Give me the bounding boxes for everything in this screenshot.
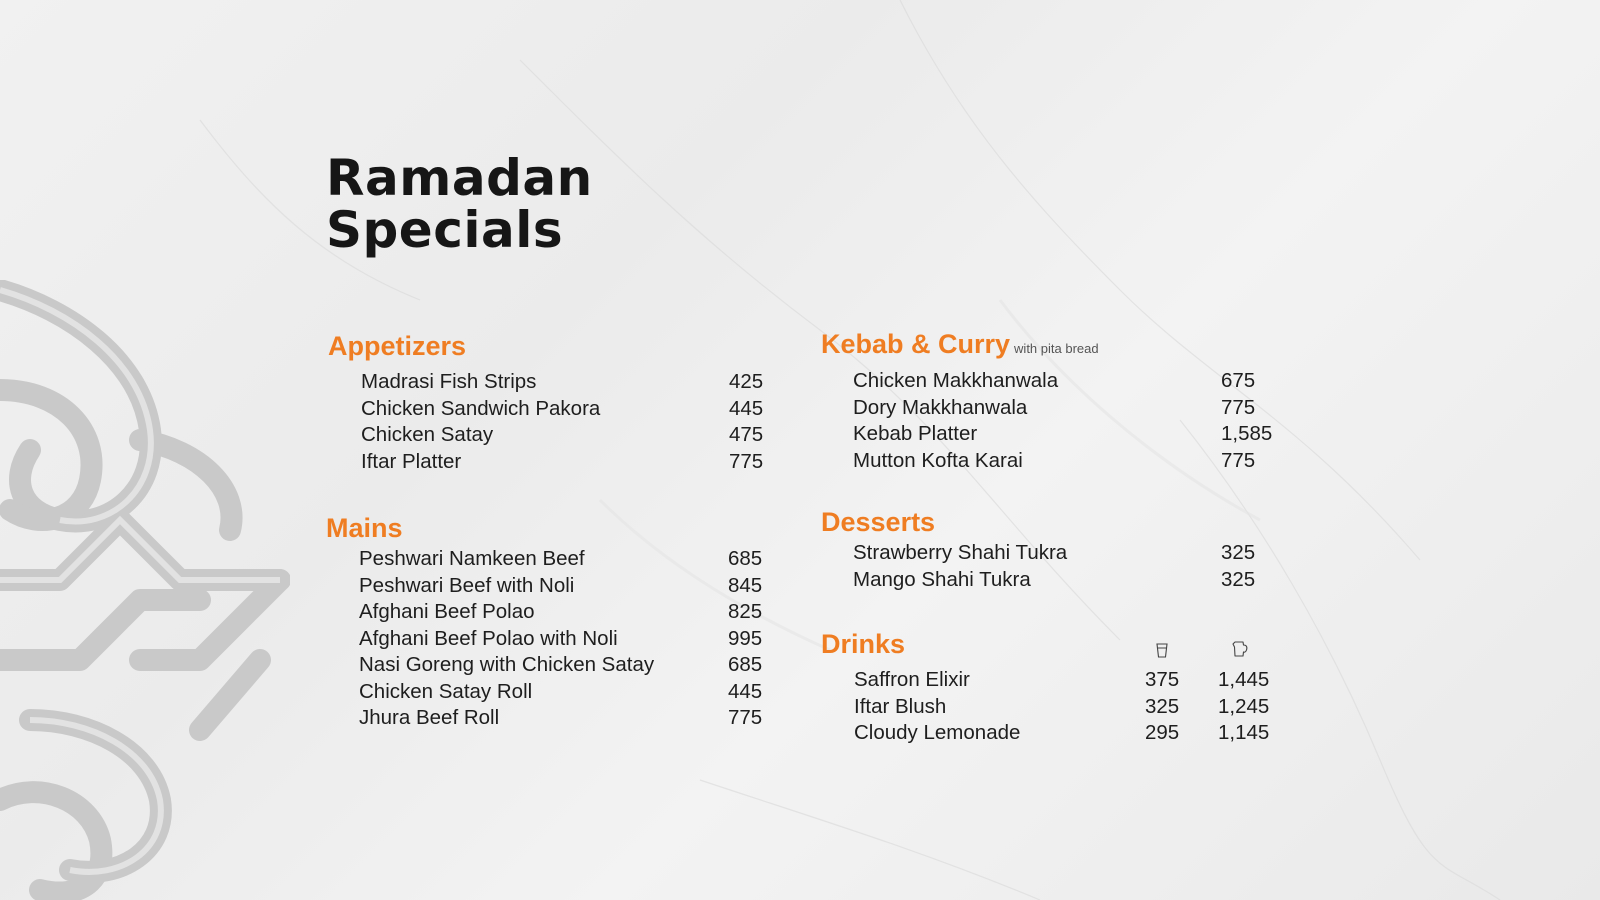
glass-icon (1155, 642, 1169, 658)
menu-item (326, 626, 786, 653)
page-title-line-1: Ramadan (326, 149, 593, 207)
item-price: 445 (728, 679, 763, 703)
section-title-desserts: Desserts (821, 507, 936, 537)
item-name: Iftar Blush (854, 694, 947, 718)
menu-item (326, 599, 786, 626)
item-name: Mutton Kofta Karai (853, 448, 1023, 472)
menu-item (328, 396, 768, 423)
item-price-jug: 1,145 (1218, 721, 1270, 744)
section-title-appetizers: Appetizers (328, 331, 467, 361)
item-price: 445 (729, 396, 764, 420)
section-title-kebab-curry (821, 328, 1281, 365)
item-name: Madrasi Fish Strips (361, 370, 537, 393)
item-price-glass: 325 (1145, 694, 1180, 718)
item-name: Chicken Makkhanwala (853, 369, 1059, 392)
menu-item (821, 694, 1281, 721)
menu-item (821, 368, 1281, 395)
menu-item (821, 720, 1281, 747)
item-name: Strawberry Shahi Tukra (853, 541, 1068, 564)
section-note: with pita bread (1014, 341, 1099, 356)
item-price: 675 (1221, 369, 1256, 392)
item-price-glass: 295 (1145, 721, 1180, 744)
section-title-kebab-curry-text: Kebab & Curry (821, 329, 1011, 359)
item-price: 995 (728, 626, 763, 650)
section-title-mains: Mains (326, 513, 403, 543)
menu-item (326, 573, 786, 600)
section-desserts (821, 506, 1281, 593)
section-mains (326, 512, 786, 732)
menu-item (328, 422, 768, 449)
item-price: 845 (728, 573, 763, 597)
section-title-drinks: Drinks (821, 629, 906, 659)
item-price-glass: 375 (1145, 668, 1180, 691)
item-price: 475 (729, 423, 764, 446)
jug-icon (1231, 640, 1249, 658)
item-name: Nasi Goreng with Chicken Satay (359, 653, 655, 676)
item-price: 685 (728, 547, 763, 570)
item-name: Afghani Beef Polao (359, 600, 535, 623)
item-name: Saffron Elixir (854, 668, 970, 691)
item-name: Chicken Satay (361, 423, 494, 446)
item-price: 775 (1221, 395, 1256, 419)
section-drinks (821, 628, 1281, 747)
menu-item (328, 369, 768, 396)
menu-item (821, 667, 1281, 694)
page-title (326, 149, 593, 259)
item-name: Jhura Beef Roll (359, 706, 500, 729)
item-price-jug: 1,445 (1218, 668, 1270, 691)
menu-item (326, 546, 786, 573)
item-price-jug: 1,245 (1218, 694, 1270, 718)
menu-item (821, 448, 1281, 475)
section-appetizers (328, 330, 768, 475)
item-name: Chicken Sandwich Pakora (361, 396, 601, 420)
item-name: Afghani Beef Polao with Noli (359, 626, 618, 650)
item-name: Mango Shahi Tukra (853, 567, 1031, 591)
menu-item (328, 449, 768, 476)
item-name: Iftar Platter (361, 449, 462, 473)
item-name: Cloudy Lemonade (854, 721, 1021, 744)
item-price: 1,585 (1221, 422, 1273, 445)
menu-item (326, 679, 786, 706)
item-name: Peshwari Beef with Noli (359, 573, 575, 597)
menu-item (326, 652, 786, 679)
item-name: Dory Makkhanwala (853, 395, 1028, 419)
item-price: 425 (729, 370, 764, 393)
item-price: 325 (1221, 567, 1256, 591)
item-price: 825 (728, 600, 763, 623)
item-name: Chicken Satay Roll (359, 679, 533, 703)
item-price: 775 (728, 706, 763, 729)
item-price: 775 (1221, 448, 1256, 472)
item-name: Kebab Platter (853, 422, 978, 445)
section-kebab-curry (821, 328, 1281, 474)
menu-item (821, 567, 1281, 594)
menu-item (821, 540, 1281, 567)
item-name: Peshwari Namkeen Beef (359, 547, 585, 570)
menu-item (821, 421, 1281, 448)
menu-item (326, 705, 786, 732)
item-price: 775 (729, 449, 764, 473)
item-price: 685 (728, 653, 763, 676)
calligraphy-ornament (0, 280, 290, 900)
menu-item (821, 395, 1281, 422)
page-title-line-2: Specials (326, 201, 564, 259)
item-price: 325 (1221, 541, 1256, 564)
